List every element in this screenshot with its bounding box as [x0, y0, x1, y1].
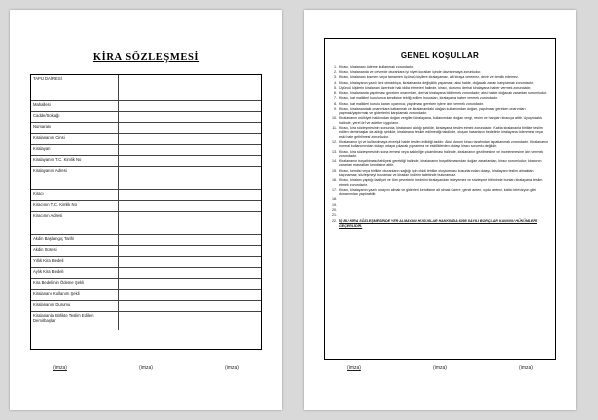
term-item: [329, 197, 549, 201]
signature-placeholder: (imza): [225, 365, 239, 371]
terms-frame: [324, 38, 556, 360]
form-row: [31, 156, 261, 167]
term-number: 8.: [334, 101, 337, 106]
term-item: [329, 81, 549, 85]
form-field-value[interactable]: [119, 312, 261, 330]
term-number: 4.: [334, 80, 337, 85]
term-number: 19.: [332, 202, 337, 207]
term-text: Kiralananın iyi ve kullanılmaya elverişli halde teslim edildiği asıldır. Aksi durum kiracı tarafından ispatlanmak zorundadır. Kiralananın normal kullanımından dolayı ortaya çıkacak yıpranma ve eskiliklerden dolayı kiracı sorumlu değildir.: [339, 139, 549, 149]
signature-placeholder: (imza): [347, 365, 361, 371]
form-row: [31, 201, 261, 212]
form-field-value[interactable]: [119, 279, 261, 289]
form-row: [31, 246, 261, 257]
form-row: [31, 290, 261, 301]
form-field-label: Akdin Başlangıç Tarihi: [31, 235, 119, 245]
contract-page-form: [10, 10, 282, 410]
form-row: [31, 101, 261, 112]
term-text: Kiracı, kira sözleşmesinin sonunda, kiralananı aldığı şekilde, kiralayana teslim etmek zorundadır. Kabla kiralananla birlikte teslim edilen demirbaşlar da aldığı şekilde, kiralanana teslim edilmediği takdirde, oluşan hasarların bedelinin kiralayana ödenmesi veya eski hale getirilmesi zorunludur.: [339, 126, 543, 139]
term-number: 18.: [332, 197, 337, 202]
term-number: 6.: [334, 91, 337, 96]
form-field-label: Kiralayan: [31, 145, 119, 155]
form-field-label: Yıllık Kira Bedeli: [31, 257, 119, 267]
left-signature-row: [30, 365, 262, 371]
form-row: [31, 190, 261, 201]
term-number: 16.: [332, 178, 337, 183]
term-item: [329, 169, 549, 178]
form-field-value[interactable]: [119, 101, 261, 111]
term-text: Kiracı, kat malikleri kurulunca kendisine tebliğ edilen hususları, kiralayana haber vermek zorundadır.: [339, 96, 499, 101]
document-title: KİRA SÖZLEŞMESİ: [92, 52, 200, 63]
term-item: [329, 178, 549, 187]
form-row: [31, 301, 261, 312]
form-field-value[interactable]: [119, 145, 261, 155]
term-text: Kiracı, kiralayanın yazılı izni olmadıkça, kiralananda değişiklik yapamaz; aksi halde, doğacak zararı karşılamak zorundadır.: [339, 80, 534, 85]
form-row: [31, 167, 261, 190]
term-number: 17.: [332, 187, 337, 192]
term-number: 20.: [332, 207, 337, 212]
term-text: İŞ BU KİRA SÖZLEŞMESİNDE YER ALMAYAN HUSUSLAR HAKKINDA 6098 SAYILI BORÇLAR KANUNU HÜKÜMLERİ GEÇERLİDİR.: [339, 219, 537, 228]
form-field-label: TAPU DAİRESİ: [31, 75, 119, 100]
form-row: [31, 212, 261, 235]
term-text: [339, 197, 549, 201]
term-number: 5.: [334, 85, 337, 90]
form-field-label: Akdin Süresi: [31, 246, 119, 256]
form-field-label: Kiralananın Cinsi: [31, 134, 119, 144]
term-number: 22.: [332, 219, 337, 224]
right-signature-row: [324, 365, 556, 371]
term-text: Kiracı, kendisi veya birlikte oturanların sağlığı için ciddi tehlike oluşturması kusurlarından dolayı, kiralayanı teslim almaktan kaçınamaz; sözleşmeyi bozamaz ve kiradan indirim talebinde bulunamaz.: [339, 168, 534, 178]
form-field-label: Kiralananın Durumu: [31, 301, 119, 311]
form-field-value[interactable]: [119, 167, 261, 189]
term-number: 15.: [332, 168, 337, 173]
term-item: [329, 150, 549, 159]
form-row: [31, 75, 261, 101]
term-text: Üçüncü kişilerin kiralanan üzerinde hak iddia etmeleri halinde, kiracı, durumu derhal kiralayana haber vermek zorundadır.: [339, 85, 532, 90]
form-field-value[interactable]: [119, 301, 261, 311]
form-field-label: Kiralayanın Adresi: [31, 167, 119, 189]
term-item: [329, 208, 549, 212]
term-item: [329, 65, 549, 69]
form-field-value[interactable]: [119, 134, 261, 144]
form-field-label: Kiracı: [31, 190, 119, 200]
form-row: [31, 112, 261, 123]
form-row: [31, 279, 261, 290]
terms-title: GENEL KOŞULLAR: [400, 51, 480, 60]
form-field-label: Aylık Kira Bedeli: [31, 268, 119, 278]
term-item: [329, 86, 549, 90]
form-row: [31, 268, 261, 279]
signature-placeholder: (imza): [519, 365, 533, 371]
term-item: [329, 219, 549, 228]
term-item: [329, 213, 549, 217]
terms-list: [329, 65, 549, 229]
form-field-label: Kiralananı Kullanım Şekli: [31, 290, 119, 300]
signature-placeholder: (imza): [139, 365, 153, 371]
form-field-value[interactable]: [119, 190, 261, 200]
term-text: Kiracı, kiralananı ödeme kullanmak zorundadır.: [339, 65, 414, 69]
term-item: [329, 102, 549, 106]
term-number: 3.: [334, 75, 337, 80]
form-field-value[interactable]: [119, 156, 261, 166]
term-item: [329, 203, 549, 207]
form-field-label: Numarası: [31, 123, 119, 133]
term-text: Kiracı, kiralananı kısmen veya tamamen üçüncü kişilere kiralayamaz, alt kiraya veremez, devir ve temlik edemez.: [339, 75, 519, 80]
term-number: 14.: [332, 159, 337, 164]
term-text: Kiracı, kiralananda ve cevrede oturanlara iyi niyet kuralları içinde davranmaya zorunludur.: [339, 70, 482, 75]
form-field-label: Kiralananla Birlikte Teslim Edilen Demirbaşlar: [31, 312, 119, 330]
term-text: [339, 203, 549, 207]
form-field-label: Kiracının Adresi: [31, 212, 119, 234]
term-text: Kiracı, kira sözleşmesinin sona ermesi veya sakinliğe çıkartılması halinde, kiralananın gezilmesine ve incelenmesine izin vermek zorundadır.: [339, 149, 544, 158]
term-item: [329, 140, 549, 149]
signature-placeholder: (imza): [53, 365, 67, 371]
contract-page-terms: [304, 10, 576, 410]
term-number: 13.: [332, 149, 337, 154]
form-field-label: Cadde/Sokağı: [31, 112, 119, 122]
term-item: [329, 70, 549, 74]
term-item: [329, 96, 549, 100]
form-row: [31, 123, 261, 134]
term-item: [329, 116, 549, 125]
term-number: 1.: [334, 65, 337, 69]
form-field-value[interactable]: [119, 201, 261, 211]
form-field-value[interactable]: [119, 257, 261, 267]
form-field-label: Kiralayanın T.C. Kimlik No: [31, 156, 119, 166]
term-number: 10.: [332, 116, 337, 121]
form-field-label: Kira Bedelinin Ödeme Şekli: [31, 279, 119, 289]
term-number: 2.: [334, 70, 337, 75]
term-text: Kiralananın mülkiyet hakkından doğan vergileri kiralayana, kullanımdan doğan vergi, resim ve harçları kiracıya aittir. Uyuşmazlık halinde, yerel örf ve adetler uygulanır.: [339, 116, 543, 125]
contract-form-table: [30, 74, 262, 350]
term-item: [329, 107, 549, 116]
form-row: [31, 235, 261, 246]
form-row: [31, 257, 261, 268]
term-item: [329, 75, 549, 79]
form-field-value[interactable]: [119, 112, 261, 122]
term-number: 11.: [332, 126, 337, 131]
form-field-value[interactable]: [119, 123, 261, 133]
term-number: 12.: [332, 139, 337, 144]
term-text: Kiralananın boşaltılması/tahliyesi gerektiği halinde, kiralananın boşaltılmasından doğan zararlardan, kiracı sorumludur; kiracının zararları masrafları kendisine aittir.: [339, 159, 542, 168]
term-item: [329, 91, 549, 95]
form-field-value[interactable]: [119, 212, 261, 234]
term-text: Kiracı, kiralanı yaptığı faaliyet ve tüm çevrelerin bedelini kiralayandan isteyemez ve sözleşme bitiminde bunları kiralayana teslim etmek zorundadır.: [339, 178, 543, 187]
term-text: [339, 213, 549, 217]
signature-placeholder: (imza): [433, 365, 447, 371]
form-row: [31, 145, 261, 156]
form-field-label: Kiracının T.C. Kimlik No: [31, 201, 119, 211]
form-field-value[interactable]: [119, 290, 261, 300]
form-field-label: Mahallesi: [31, 101, 119, 111]
term-text: [339, 208, 549, 212]
term-number: 9.: [334, 106, 337, 111]
form-row: [31, 312, 261, 330]
term-text: Kiracı, kiralayanın yazılı onayını almak ve giderleri kendisine ait olmak üzere, genel anten, uydu anteni, kablo televizyon gibi donanımları yaptırabilir.: [339, 187, 536, 197]
term-item: [329, 159, 549, 168]
form-field-value[interactable]: [119, 268, 261, 278]
form-field-value[interactable]: [119, 75, 261, 100]
term-item: [329, 188, 549, 197]
term-text: Kiracı, kat malikleri kurulu kararı uyarınca, yapılması gereken işlere izin vermek zorundadır.: [339, 101, 485, 106]
term-text: Kiracı, kiralananda yapılması gereken onarımları, derhal kiralayana bildirmek zorundadır; aksi halde doğacak zarardan sorumludur.: [339, 91, 547, 96]
term-number: 21.: [332, 213, 337, 218]
form-field-value[interactable]: [119, 235, 261, 245]
term-number: 7.: [334, 96, 337, 101]
form-field-value[interactable]: [119, 246, 261, 256]
term-text: Kiracı, kiralanandaki onarımlara katlanmak ve kiralanandaki olağan kullanımdan doğan, yapılması gereken onarımları yapmak/yaptırmak ve giderlerini karşılamak zorundadır.: [339, 106, 526, 116]
term-item: [329, 126, 549, 139]
form-row: [31, 134, 261, 145]
